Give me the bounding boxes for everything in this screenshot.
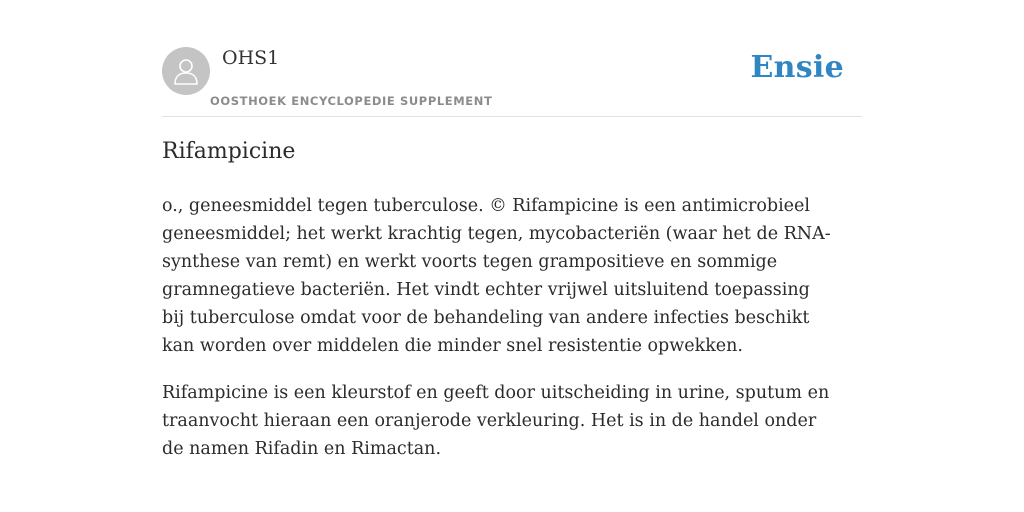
article-paragraph: Rifampicine is een kleurstof en geeft door uitscheiding in urine, sputum en traanvocht hieraan een oranjerode verkleuring. Het is in de handel onder de namen Rifadin en Rimactan. — [162, 383, 830, 459]
author-avatar[interactable] — [162, 47, 210, 95]
user-silhouette-icon — [172, 56, 200, 86]
author-name[interactable]: OHS1 — [222, 47, 280, 69]
article-body — [162, 192, 834, 482]
ensie-logo[interactable]: Ensie — [750, 50, 844, 85]
source-label[interactable]: OOSTHOEK ENCYCLOPEDIE SUPPLEMENT — [210, 94, 493, 108]
article-title: Rifampicine — [162, 139, 296, 164]
article-paragraph: o., geneesmiddel tegen tuberculose. © Rifampicine is een antimicrobieel geneesmiddel; het werkt krachtig tegen, mycobacteriën (waar het de RNA-synthese van remt) en werkt voorts tegen grampositieve en sommige gramnegatieve bacteriën. Het vindt echter vrijwel uitsluitend toepassing bij tuberculose omdat voor de behandeling van andere infecties beschikt kan worden over middelen die minder snel resistentie opwekken. — [162, 196, 831, 356]
entry-header — [162, 44, 862, 117]
